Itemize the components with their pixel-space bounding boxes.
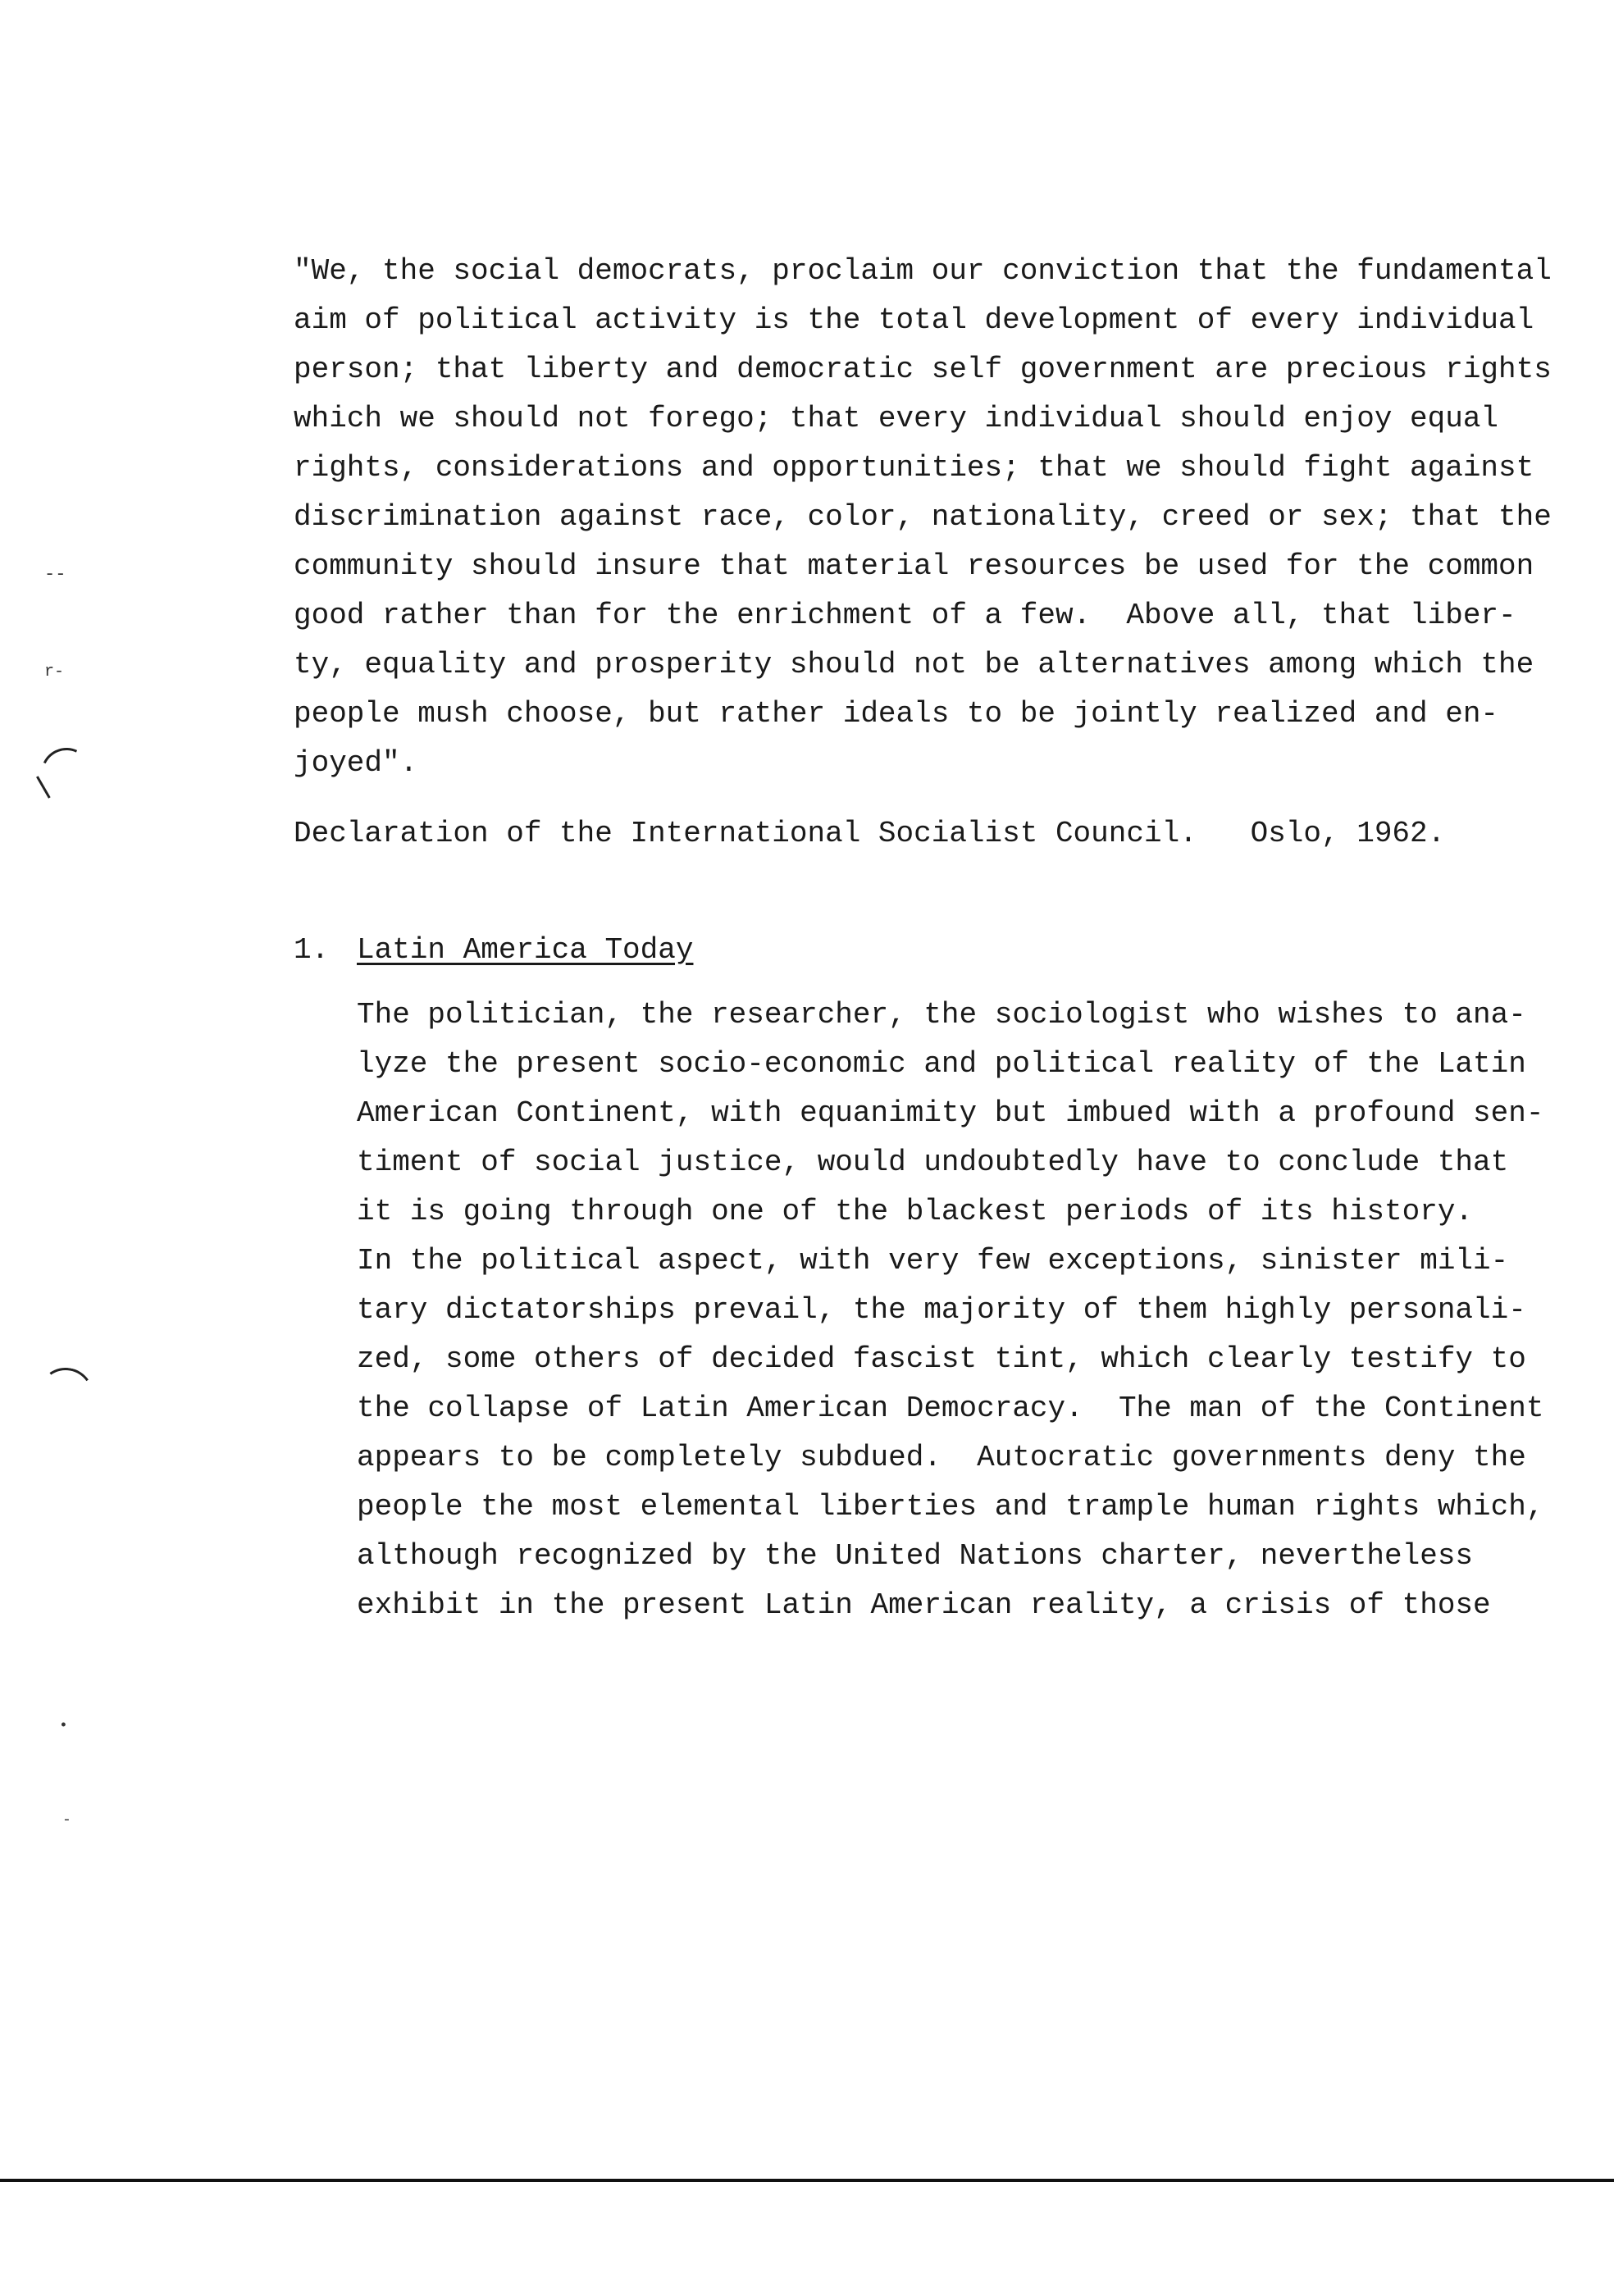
- quote-line: which we should not forego; that every individual should enjoy equal: [294, 402, 1499, 435]
- quote-line: aim of political activity is the total development of every individual: [294, 303, 1534, 337]
- body-line: In the political aspect, with very few exceptions, sinister mili-: [357, 1244, 1509, 1278]
- quote-line: joyed".: [294, 746, 418, 780]
- body-line: zed, some others of decided fascist tint, which clearly testify to: [357, 1342, 1526, 1376]
- punch-hole-arc-icon: [34, 1364, 98, 1428]
- body-line: people the most elemental liberties and trample human rights which,: [357, 1490, 1544, 1524]
- body-line: lyze the present socio-economic and political reality of the Latin: [357, 1047, 1526, 1081]
- body-line: it is going through one of the blackest periods of its history.: [357, 1195, 1474, 1228]
- quote-line: "We, the social democrats, proclaim our conviction that the fundamental: [294, 254, 1552, 288]
- body-line: although recognized by the United Nations charter, nevertheless: [357, 1539, 1474, 1573]
- body-line: timent of social justice, would undoubtedly have to conclude that: [357, 1146, 1509, 1179]
- bottom-rule: [0, 2179, 1614, 2182]
- margin-dash-mark: --: [44, 564, 66, 585]
- body-line: exhibit in the present Latin American reality, a crisis of those: [357, 1588, 1491, 1622]
- margin-r-mark: r-: [44, 663, 65, 681]
- quote-line: people mush choose, but rather ideals to be jointly realized and en-: [294, 697, 1499, 731]
- quote-attribution: Declaration of the International Socialist Council. Oslo, 1962.: [294, 817, 1446, 850]
- quote-line: community should insure that material resources be used for the common: [294, 549, 1534, 583]
- body-line: appears to be completely subdued. Autocratic governments deny the: [357, 1441, 1526, 1474]
- quote-line: rights, considerations and opportunities; that we should fight against: [294, 451, 1534, 485]
- quote-line: ty, equality and prosperity should not be alternatives among which the: [294, 648, 1534, 681]
- body-line: tary dictatorships prevail, the majority of them highly personali-: [357, 1293, 1526, 1327]
- section-title: Latin America Today: [357, 933, 694, 967]
- quote-line: discrimination against race, color, nationality, creed or sex; that the: [294, 500, 1552, 534]
- body-line: The politician, the researcher, the sociologist who wishes to ana-: [357, 998, 1526, 1032]
- body-line: American Continent, with equanimity but imbued with a profound sen-: [357, 1096, 1544, 1130]
- body-line: the collapse of Latin American Democracy. The man of the Continent: [357, 1392, 1544, 1425]
- section-number: 1.: [294, 933, 330, 967]
- quote-line: person; that liberty and democratic self government are precious rights: [294, 353, 1552, 386]
- quote-line: good rather than for the enrichment of a few. Above all, that liber-: [294, 599, 1516, 632]
- margin-dot-mark: •: [59, 1718, 68, 1734]
- margin-tick-mark: -: [62, 1812, 71, 1829]
